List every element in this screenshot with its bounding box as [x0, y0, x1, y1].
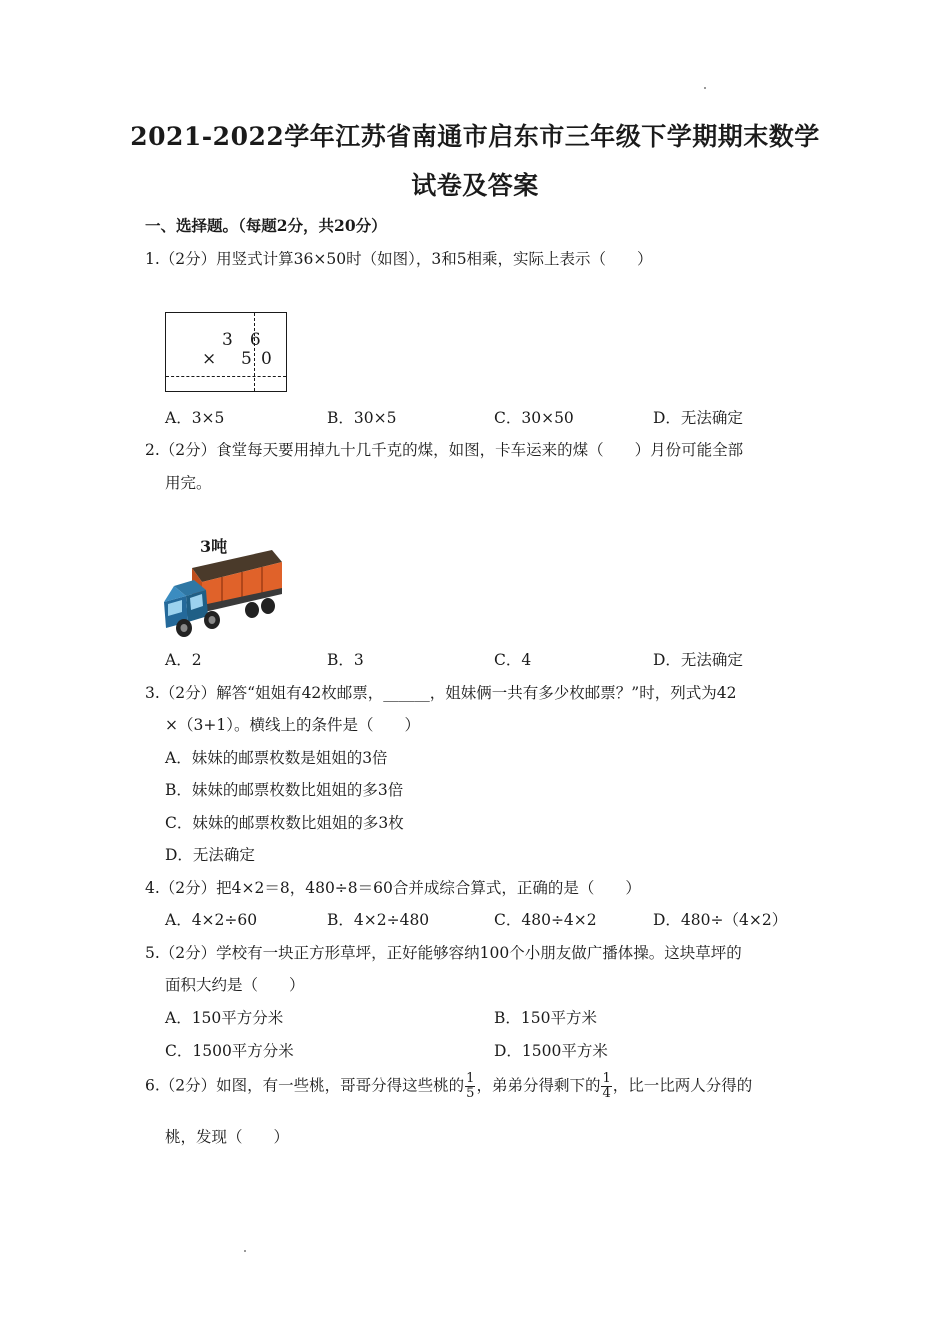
- fraction-denominator: 5: [466, 1086, 475, 1101]
- page-title-line1: 2021-2022学年江苏省南通市启东市三年级下学期期末数学: [130, 122, 820, 151]
- q2-option-c: C．4: [494, 651, 532, 669]
- vertical-calculation-figure: [165, 312, 287, 392]
- question-1-text: 1.（2分）用竖式计算36×50时（如图），3和5相乘，实际上表示（ ）: [145, 250, 653, 268]
- question-6-text: [145, 1072, 752, 1101]
- section-heading: 一、选择题。（每题2分，共20分）: [145, 216, 387, 235]
- multiplier-zero: 0: [261, 349, 272, 369]
- q1-option-d: D．无法确定: [653, 409, 743, 427]
- question-3-text: 3.（2分）解答“姐姐有42枚邮票，______，姐妹俩一共有多少枚邮票？”时，列式为42: [145, 684, 737, 702]
- fraction-one-quarter: [601, 1072, 611, 1101]
- q4-option-a: A．4×2÷60: [165, 911, 258, 929]
- q1-option-a: A．3×5: [165, 409, 225, 427]
- q3-option-d: D．无法确定: [165, 846, 255, 864]
- page-title-line2: 试卷及答案: [411, 171, 539, 200]
- q6-text-part3: ，比一比两人分得的: [612, 1076, 753, 1095]
- q6-text-part1: 6.（2分）如图，有一些桃，哥哥分得这些桃的: [145, 1076, 465, 1095]
- question-2-text-cont: 用完。: [165, 474, 212, 492]
- dashed-result-line: [166, 376, 286, 377]
- fraction-numerator: 1: [466, 1071, 475, 1086]
- question-4-text: 4.（2分）把4×2＝8，480÷8＝60合并成综合算式，正确的是（ ）: [145, 879, 641, 897]
- question-2-text: 2.（2分）食堂每天要用掉九十几千克的煤，如图，卡车运来的煤（ ）月份可能全部: [145, 441, 744, 459]
- fraction-one-fifth: [465, 1072, 475, 1101]
- fraction-denominator: 4: [602, 1086, 611, 1101]
- q4-option-c: C．480÷4×2: [494, 911, 597, 929]
- fraction-numerator: 1: [602, 1071, 611, 1086]
- q5-option-c: C．1500平方分米: [165, 1042, 294, 1060]
- scan-dot: [704, 87, 706, 89]
- q1-option-b: B．30×5: [327, 409, 397, 427]
- q5-option-b: B．150平方米: [494, 1009, 597, 1027]
- truck-load-label: 3吨: [200, 537, 228, 556]
- question-5-text: 5.（2分）学校有一块正方形草坪，正好能够容纳100个小朋友做广播体操。这块草坪的: [145, 944, 742, 962]
- question-6-text-cont: 桃，发现（ ）: [165, 1128, 290, 1146]
- q3-option-c: C．妹妹的邮票枚数比姐姐的多3枚: [165, 814, 404, 832]
- q3-option-b: B．妹妹的邮票枚数比姐姐的多3倍: [165, 781, 404, 799]
- q5-option-a: A．150平方分米: [165, 1009, 284, 1027]
- q1-option-c: C．30×50: [494, 409, 574, 427]
- question-3-text-cont: ×（3+1）。横线上的条件是（ ）: [165, 716, 420, 734]
- q6-text-part2: ，弟弟分得剩下的: [476, 1076, 601, 1095]
- q4-option-b: B．4×2÷480: [327, 911, 430, 929]
- q2-option-d: D．无法确定: [653, 651, 743, 669]
- multiplicand: 3 6: [222, 330, 261, 350]
- scan-dot: [244, 1250, 246, 1252]
- q3-option-a: A．妹妹的邮票枚数是姐姐的3倍: [165, 749, 388, 767]
- q4-option-d: D．480÷（4×2）: [653, 911, 788, 929]
- times-sign: ×: [202, 349, 217, 369]
- dump-truck-icon: [160, 540, 285, 640]
- question-5-text-cont: 面积大约是（ ）: [165, 976, 305, 994]
- q5-option-d: D．1500平方米: [494, 1042, 608, 1060]
- q2-option-b: B．3: [327, 651, 364, 669]
- multiplier-digit: 5: [241, 349, 252, 369]
- q2-option-a: A．2: [165, 651, 202, 669]
